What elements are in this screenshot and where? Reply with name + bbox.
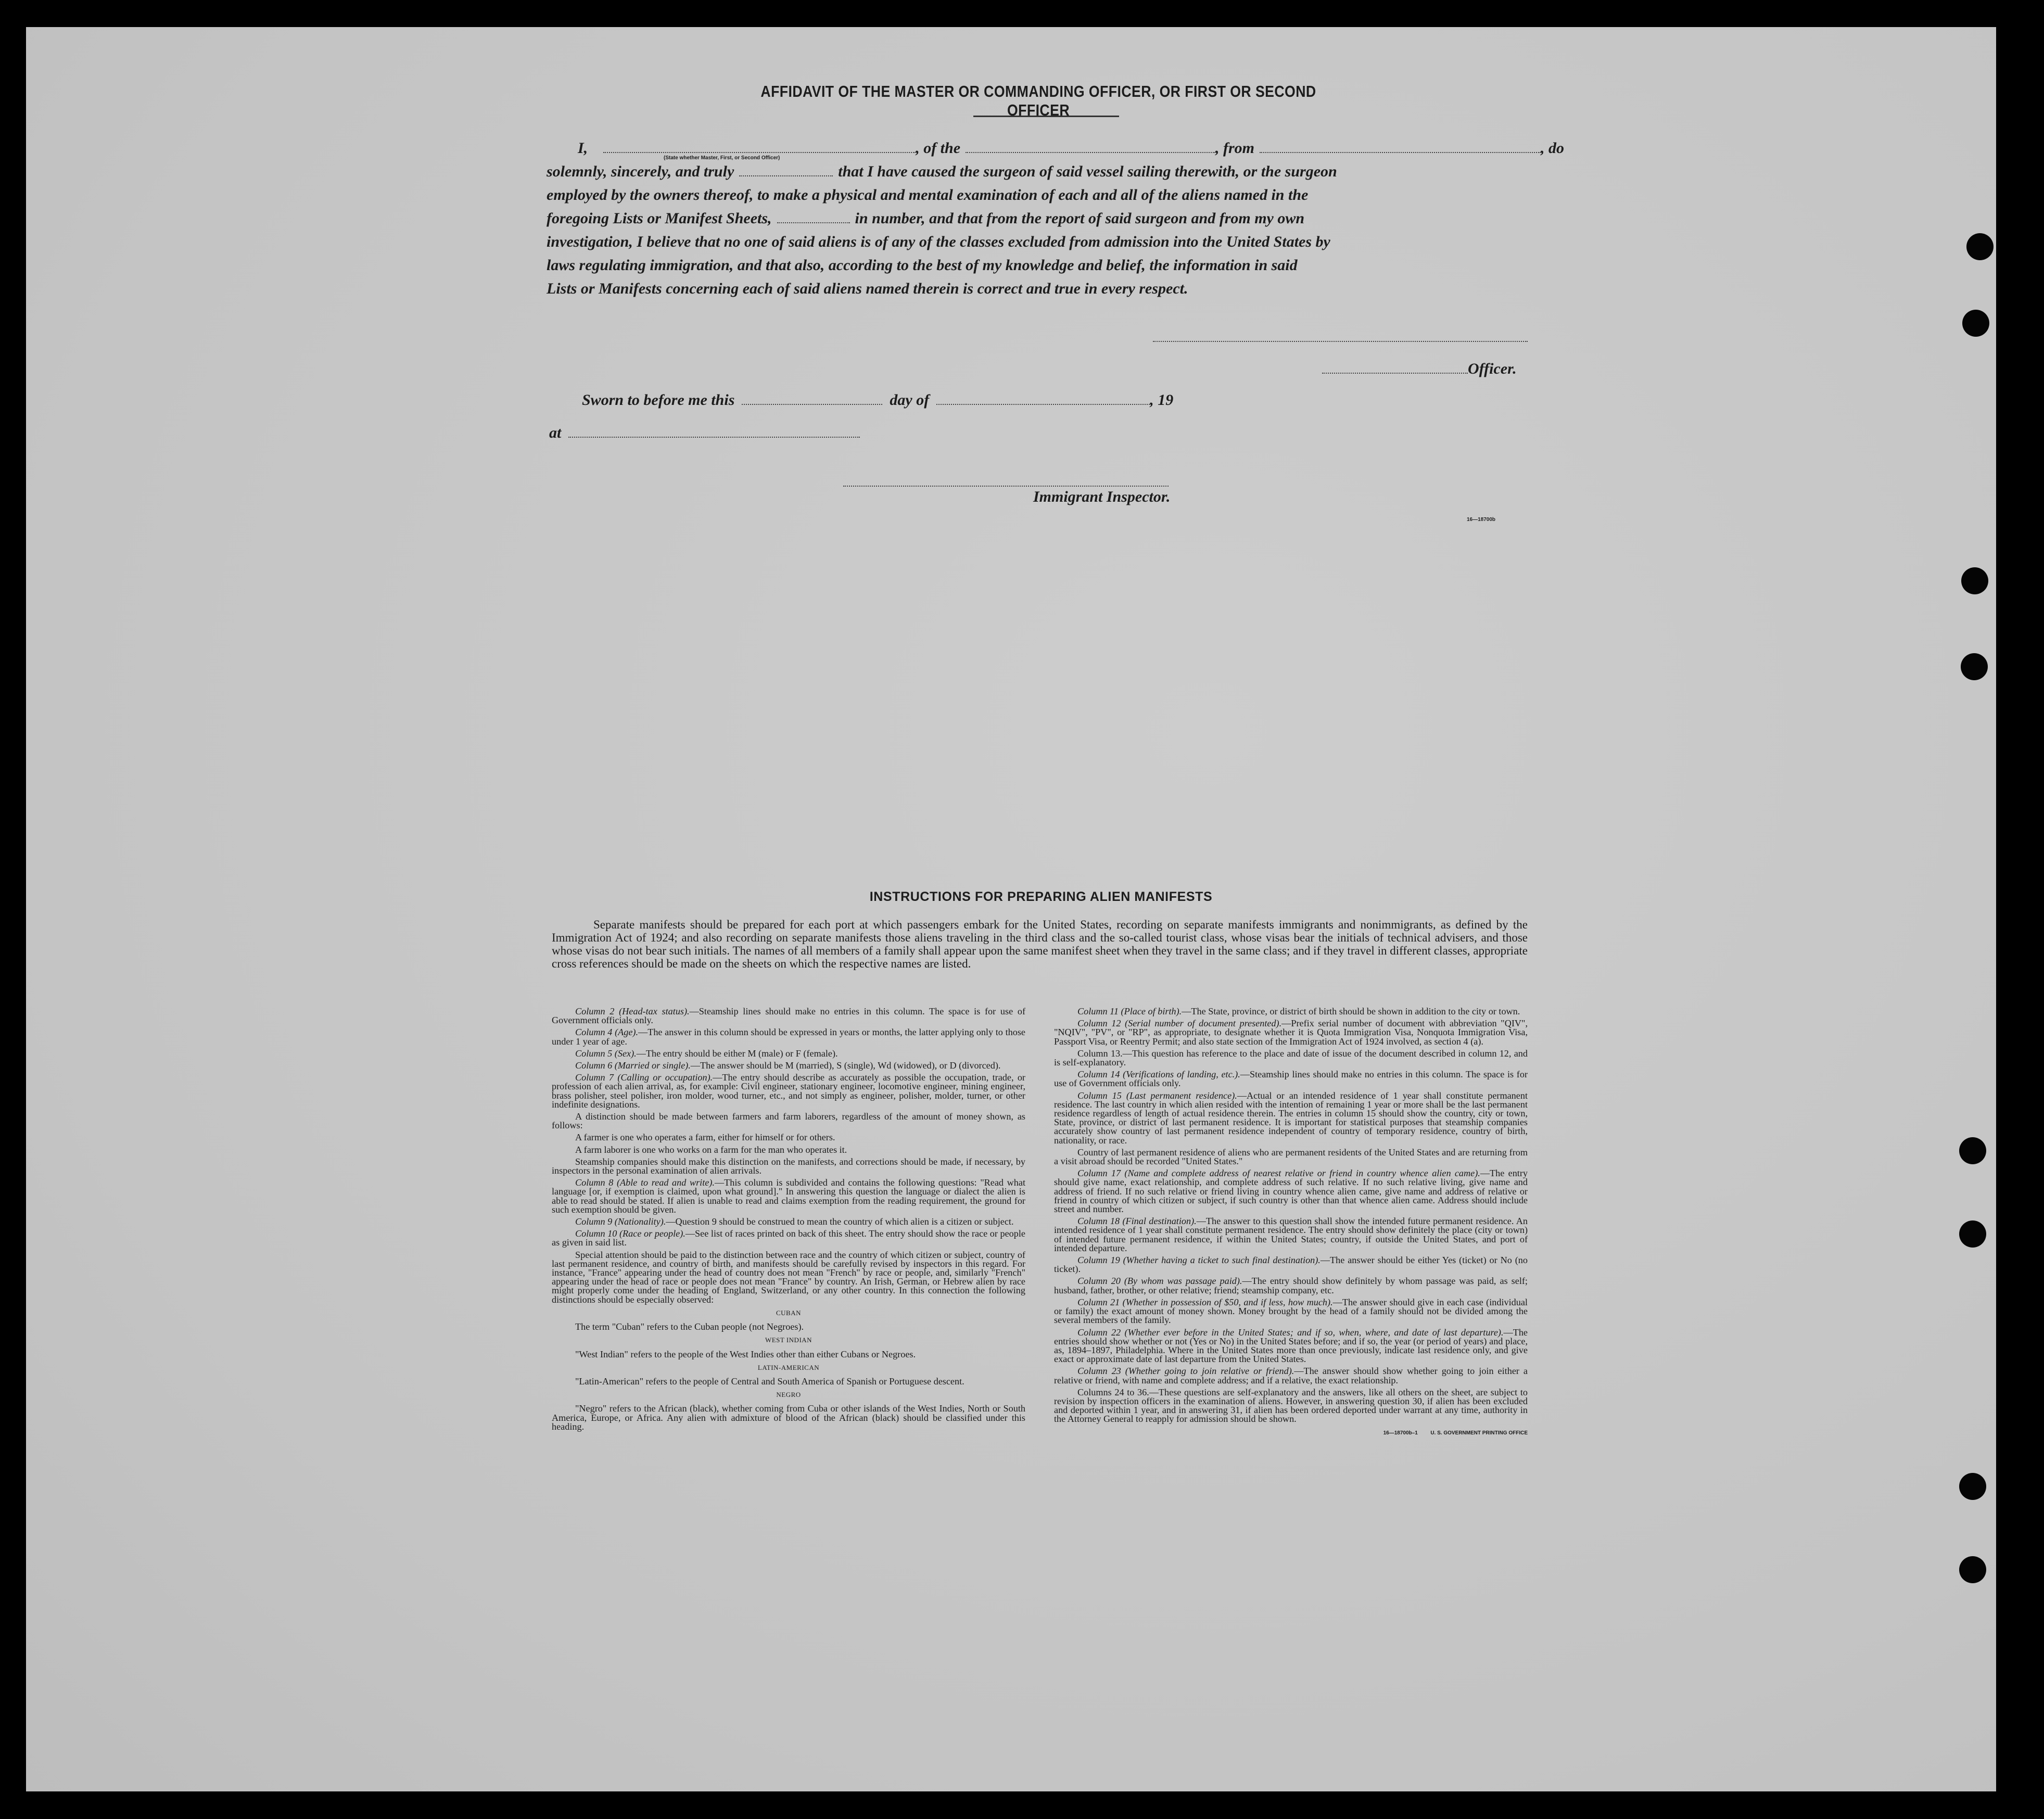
farm-laborer-definition: A farm laborer is one who works on a farm for the man who operates it. <box>575 1144 847 1155</box>
columns-24-36-note: Columns 24 to 36.—These questions are self-explanatory and the answers, like all others on the sheet, are subject to revision by inspection officers in the examination of aliens. However, in answering question 30, if alien has been excluded and deported within 1 year, and in answering 31, if alien has been ordered deported under warrant at any time, authority in the Attorney General to reapply for admission should be shown. <box>1054 1386 1528 1424</box>
column-4-note: Column 4 (Age).—The answer in this column should be expressed in years or months, the latter applying only to those under 1 year of age. <box>552 1027 1025 1047</box>
binder-hole <box>1959 1473 1986 1500</box>
officer-rank-note: (State whether Master, First, or Second Officer) <box>664 155 780 161</box>
column-11-note: Column 11 (Place of birth).—The State, province, or district of birth should be shown in addition to the city or town. <box>1077 1006 1520 1016</box>
title-rule <box>973 116 1119 117</box>
column-7-note: Column 7 (Calling or occupation).—The entry should describe as accurately as possible the occupation, trade, or profession of each alien arrival, as, for example: Civil engineer, stationary engineer, locomotive engineer, mining engineer, brass polisher, steel polisher, iron molder, wood turner, etc., and not simply as engineer, polisher, molder, turner, or other indefinite designations. <box>552 1072 1025 1110</box>
farmer-definition: A farmer is one who operates a farm, either for himself or for others. <box>575 1132 835 1143</box>
binder-hole <box>1961 653 1988 680</box>
column-8-note: Column 8 (Able to read and write).—This column is subdivided and contains the following questions: "Read what language [or, if exemption is claimed, upon what ground]." In answering this question the language or dialect the alien is able to read should be stated. If alien is unable to read and claims exemption from the reading requirement, the ground for such exemption should be given. <box>552 1177 1026 1215</box>
officer-label: Officer. <box>1468 360 1517 377</box>
binder-hole <box>1959 1137 1986 1164</box>
column-5-note: Column 5 (Sex).—The entry should be either M (male) or F (female). <box>575 1048 838 1059</box>
column-23-note: Column 23 (Whether going to join relative or friend).—The answer should show whether going to join either a relative or friend, with name and complete address; and if a relative, the exact relationship. <box>1054 1366 1528 1385</box>
column-2-note: Column 2 (Head-tax status).—Steamship lines should make no entries in this column. The space is for use of Government officials only. <box>552 1006 1025 1026</box>
printer-footer <box>1054 1427 1528 1438</box>
inspector-label: Immigrant Inspector. <box>1033 488 1171 505</box>
day-of-label: day of <box>890 391 930 409</box>
affidavit-text: solemnly, sincerely, and truly <box>547 163 734 180</box>
negro-heading: NEGRO <box>776 1391 801 1399</box>
sworn-line <box>582 391 1173 409</box>
at-line <box>549 424 860 442</box>
west-indian-heading: WEST INDIAN <box>765 1336 812 1344</box>
officer-line <box>1322 360 1517 378</box>
instructions-right-column <box>1054 1007 1528 1438</box>
column-19-note: Column 19 (Whether having a ticket to such final destination).—The answer should be either Yes (ticket) or No (no ticket). <box>1054 1255 1528 1275</box>
affidavit-line-7: Lists or Manifests concerning each of said aliens named therein is correct and true in every respect. <box>547 280 1188 297</box>
column-10-note: Column 10 (Race or people).—See list of races printed on back of this sheet. The entry should show the race or people as given in said list. <box>552 1228 1025 1248</box>
column-15-note: Column 15 (Last permanent residence).—Actual or an intended residence of 1 year shall constitute permanent residence. The last country in which alien resided with the intention of remaining 1 year or more shall be the last permanent residence regardless of length of actual residence therein. The entries in column 15 should show the country, city or town, State, province, or district of last permanent residence. It is important for statistical purposes that steamship companies accurately show country of last permanent residence independent of country of temporary residence, country of birth, nationality, or race. <box>1054 1090 1528 1146</box>
year-label: , 19 <box>1150 391 1174 409</box>
instructions-title: INSTRUCTIONS FOR PREPARING ALIEN MANIFESTS <box>869 889 1213 904</box>
affidavit-text: that I have caused the surgeon of said vessel sailing therewith, or the surgeon <box>838 163 1337 180</box>
column-18-note: Column 18 (Final destination).—The answer to this question shall show the intended future permanent residence. An intended residence of 1 year shall constitute permanent residence. The entry should show definitely the place (city or town) of intended future permanent residence, if within the United States; country, if outside the United States, and port of intended departure. <box>1054 1216 1528 1253</box>
column-22-note: Column 22 (Whether ever before in the United States; and if so, when, where, and date of last departure).—The entries should show whether or not (Yes or No) in the United States before; and if so, the year (or period of years) and place, as, 1894–1897, Philadelphia. Where in the United States more than once previously, indicate last residence only, and give exact or approximate date of last departure from the United States. <box>1054 1327 1528 1365</box>
negro-definition: "Negro" refers to the African (black), whether coming from Cuba or other islands of the West Indies, North or South America, Europe, or Africa. Any alien with admixture of blood of the African (black) should be classified under this heading. <box>552 1403 1025 1432</box>
binder-hole <box>1959 1220 1986 1248</box>
affidavit-line-6: laws regulating immigration, and that also, according to the best of my knowledge and belief, the information in said <box>547 257 1298 274</box>
affidavit-line-2 <box>547 163 1337 181</box>
affidavit-title: AFFIDAVIT OF THE MASTER OR COMMANDING OFFICER, OR FIRST OR SECOND OFFICER <box>760 82 1316 119</box>
column-17-note: Column 17 (Name and complete address of nearest relative or friend in country whence alien came).—The entry should give name, exact relationship, and complete address of such relative. If no such relative living, give name and address of friend. If no such relative or friend living in country whence alien came, give name and address of relative or friend in country of which citizen or subject, if such country is other than that whence alien came. Address should include street and number. <box>1054 1168 1528 1215</box>
affidavit-line-1 <box>578 139 1564 157</box>
affidavit-do: , do <box>1541 139 1565 157</box>
latin-american-definition: "Latin-American" refers to the people of Central and South America of Spanish or Portuguese descent. <box>575 1376 964 1386</box>
affidavit-i: I, <box>578 139 588 157</box>
affidavit-text: in number, and that from the report of said surgeon and from my own <box>855 210 1305 227</box>
column-12-note: Column 12 (Serial number of document presented).—Prefix serial number of document with abbreviation "QIV", "NQIV", "PV", or "RP", as appropriate, to designate whether it is Quota Immigration Visa, Nonquota Immigration Visa, Passport Visa, or Reentry Permit; and also state section of the Immigration Act of 1924 involved, as section 4 (a). <box>1054 1018 1528 1047</box>
affidavit-line-3: employed by the owners thereof, to make a physical and mental examination of each and all of the aliens named in the <box>547 186 1309 203</box>
west-indian-definition: "West Indian" refers to the people of the West Indies other than either Cubans or Negroes. <box>575 1349 916 1359</box>
binder-hole <box>1961 567 1988 594</box>
sworn-label: Sworn to before me this <box>582 391 735 409</box>
affidavit-line-5: investigation, I believe that no one of said aliens is of any of the classes excluded from admission into the United States by <box>547 233 1330 250</box>
column-13-note: Column 13.—This question has reference to the place and date of issue of the document described in column 12, and is self-explanatory. <box>1054 1048 1528 1068</box>
printer-label: U. S. GOVERNMENT PRINTING OFFICE <box>1430 1430 1528 1436</box>
affidavit-from: , from <box>1215 139 1255 157</box>
farm-distinction-note: A distinction should be made between farmers and farm laborers, regardless of the amount of money shown, as follows: <box>552 1111 1025 1131</box>
column-6-note: Column 6 (Married or single).—The answer should be M (married), S (single), Wd (widowed), or D (divorced). <box>575 1060 1001 1071</box>
binder-hole <box>1962 310 1989 337</box>
cuban-definition: The term "Cuban" refers to the Cuban people (not Negroes). <box>575 1321 804 1332</box>
column-21-note: Column 21 (Whether in possession of $50, and if less, how much).—The answer should give in each case (individual or family) the exact amount of money shown. Money brought by the head of a family should not be divided among the several members of the family. <box>1054 1296 1528 1326</box>
country-residence-note: Country of last permanent residence of aliens who are permanent residents of the United States and are returning from a visit abroad should be recorded "United States." <box>1054 1147 1528 1167</box>
affidavit-of-the: , of the <box>916 139 961 157</box>
affidavit-line-4 <box>547 210 1304 227</box>
column-9-note: Column 9 (Nationality).—Question 9 should be construed to mean the country of which alien is a citizen or subject. <box>575 1216 1014 1227</box>
affidavit-text: foregoing Lists or Manifest Sheets, <box>547 210 772 227</box>
instructions-left-column <box>552 1007 1025 1434</box>
officer-signature-line <box>1153 341 1528 342</box>
race-country-note: Special attention should be paid to the distinction between race and the country of which citizen or subject, country of last permanent residence, and country of birth, and manifests should be carefully revised by inspectors in this regard. For instance, "France" appearing under the head of country does not mean "French" by race or people, and, similarly "French" appearing under the head of race or people does not mean "France" by country. An Irish, German, or Hebrew alien by race might properly come under the heading of England, Switzerland, or any other country. In this connection the following distinctions should be especially observed: <box>552 1249 1025 1305</box>
instructions-form-number: 16—18700b–1 <box>1383 1430 1418 1436</box>
column-20-note: Column 20 (By whom was passage paid).—The entry should show definitely by whom passage was paid, as self; husband, father, brother, or other relative; friend; steamship company, etc. <box>1054 1276 1528 1295</box>
latin-american-heading: LATIN-AMERICAN <box>757 1363 820 1371</box>
column-14-note: Column 14 (Verifications of landing, etc.).—Steamship lines should make no entries in this column. The space is for use of Government officials only. <box>1054 1069 1528 1089</box>
at-label: at <box>549 424 562 441</box>
affidavit-form-number: 16—18700b <box>1467 517 1496 523</box>
binder-hole <box>1959 1556 1986 1583</box>
binder-hole <box>1966 233 1994 260</box>
cuban-heading: CUBAN <box>776 1308 801 1317</box>
instructions-intro: Separate manifests should be prepared for each port at which passengers embark for the United States, recording on separate manifests immigrants and nonimmigrants, as defined by the Immigration Act of 1924; and also recording on separate manifests those aliens traveling in the third class and the so-called tourist class, whose visas bear the initials of technical advisers, and those whose visas do not bear such initials. The names of all members of a family shall appear upon the same manifest sheet when they travel in the same class; and if they travel in different classes, appropriate cross references should be made on the sheets on which the respective names are listed. <box>552 918 1528 970</box>
steamship-note: Steamship companies should make this distinction on the manifests, and corrections should be made, if necessary, by inspectors in the personal examination of alien arrivals. <box>552 1156 1025 1176</box>
inspector-signature-line <box>843 486 1169 487</box>
